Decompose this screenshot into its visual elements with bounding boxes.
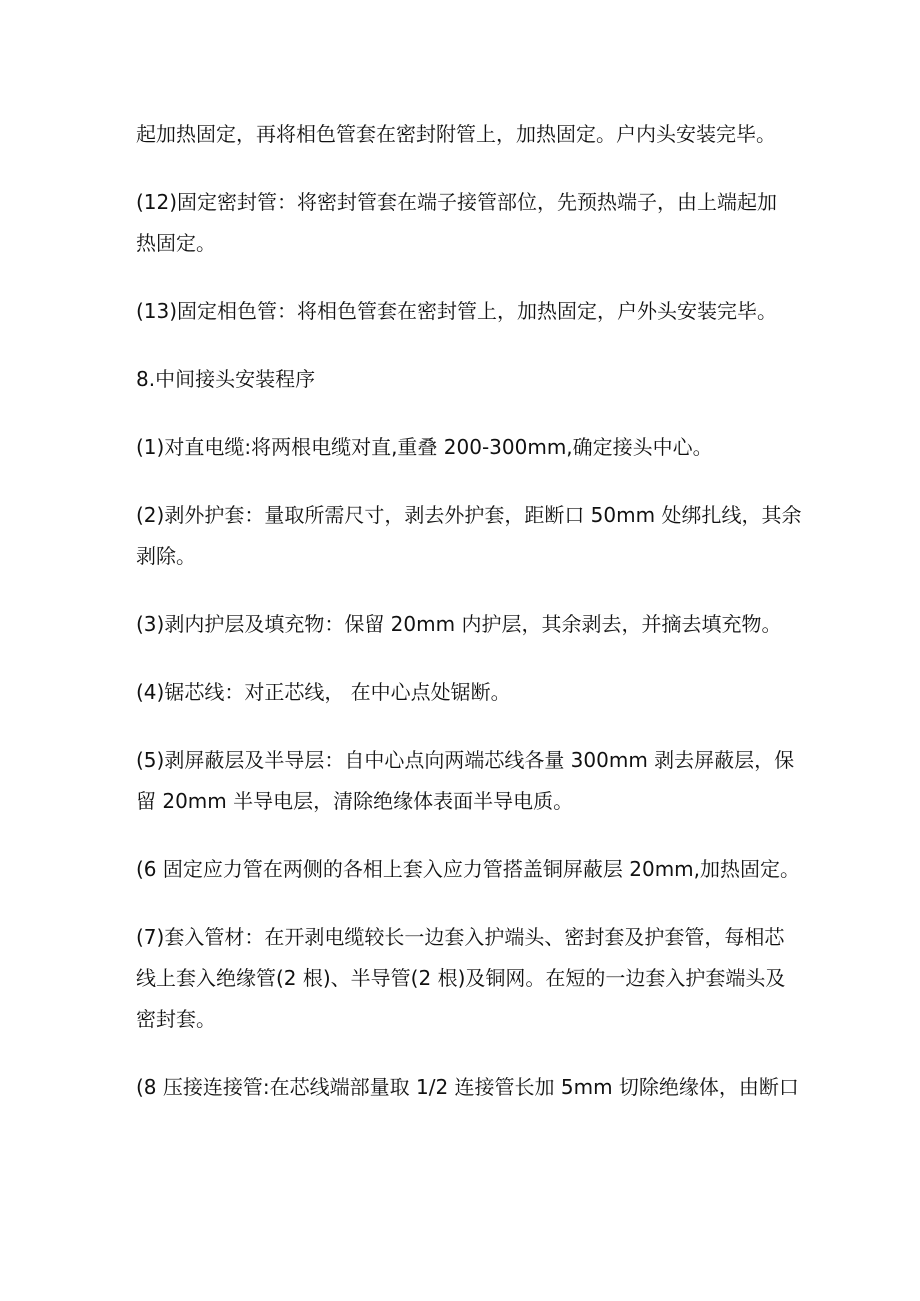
paragraph-line: (3)剥内护层及填充物：保留 20mm 内护层，其余剥去，并摘去填充物。 — [136, 612, 782, 636]
paragraph — [136, 917, 796, 1040]
paragraph — [136, 495, 802, 577]
paragraph-line: 留 20mm 半导电层，清除绝缘体表面半导电质。 — [136, 789, 574, 813]
document-body — [136, 114, 802, 1135]
paragraph — [136, 182, 796, 264]
paragraph-line: (1)对直电缆:将两根电缆对直,重叠 200-300mm,确定接头中心。 — [136, 435, 713, 459]
paragraph — [136, 427, 796, 468]
paragraph-line: 密封套。 — [136, 1007, 216, 1031]
paragraph-line: (7)套入管材：在开剥电缆较长一边套入护端头、密封套及护套管，每相芯 — [136, 925, 785, 949]
paragraph — [136, 114, 796, 155]
paragraph-line: (12)固定密封管：将密封管套在端子接管部位，先预热端子，由上端起加 — [136, 190, 778, 214]
paragraph-line: 起加热固定，再将相色管套在密封附管上，加热固定。户内头安装完毕。 — [136, 122, 776, 146]
paragraph-line: 线上套入绝缘管(2 根)、半导管(2 根)及铜网。在短的一边套入护套端头及 — [136, 966, 786, 990]
paragraph-line: (4)锯芯线：对正芯线， 在中心点处锯断。 — [136, 680, 511, 704]
paragraph — [136, 740, 796, 822]
paragraph — [136, 672, 796, 713]
paragraph — [136, 604, 796, 645]
paragraph-line: 热固定。 — [136, 231, 216, 255]
paragraph — [136, 1067, 799, 1108]
paragraph-line: (6 固定应力管在两侧的各相上套入应力管搭盖铜屏蔽层 20mm,加热固定。 — [136, 857, 801, 881]
paragraph-line: (13)固定相色管：将相色管套在密封管上，加热固定，户外头安装完毕。 — [136, 299, 778, 323]
paragraph-line: (5)剥屏蔽层及半导层：自中心点向两端芯线各量 300mm 剥去屏蔽层，保 — [136, 748, 795, 772]
paragraph — [136, 359, 796, 400]
paragraph-line: (8 压接连接管:在芯线端部量取 1/2 连接管长加 5mm 切除绝缘体，由断口 — [136, 1075, 799, 1099]
paragraph — [136, 849, 801, 890]
paragraph-line: (2)剥外护套：量取所需尺寸，剥去外护套，距断口 50mm 处绑扎线，其余 — [136, 503, 802, 527]
paragraph-line: 8.中间接头安装程序 — [136, 367, 316, 391]
paragraph-line: 剥除。 — [136, 544, 196, 568]
paragraph — [136, 291, 796, 332]
